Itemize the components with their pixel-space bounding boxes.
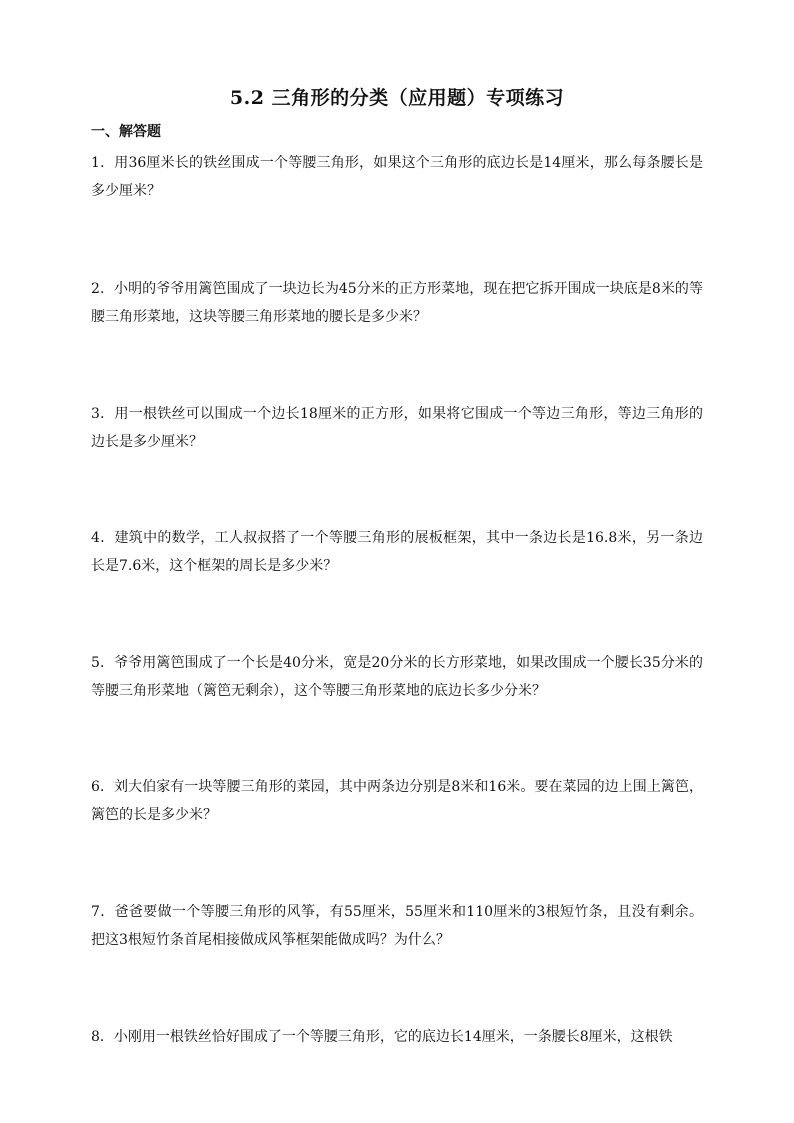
question-number: 1． <box>91 155 115 171</box>
question-7 <box>91 898 703 954</box>
question-number: 5． <box>91 655 115 671</box>
question-3 <box>91 400 703 456</box>
section-heading: 一、解答题 <box>91 124 161 140</box>
question-text: 小刚用一根铁丝恰好围成了一个等腰三角形，它的底边长14厘米，一条腰长8厘米，这根铁 <box>113 1029 673 1045</box>
question-number: 8． <box>91 1029 114 1045</box>
question-text: 小明的爷爷用篱笆围成了一块边长为45分米的正方形菜地，现在把它拆开围成一块底是8米的等腰三角形菜地，这块等腰三角形菜地的腰长是多少米？ <box>91 281 703 325</box>
question-8 <box>91 1023 703 1051</box>
question-number: 4． <box>91 530 115 546</box>
question-4 <box>91 524 703 580</box>
question-text: 爸爸要做一个等腰三角形的风筝，有55厘米，55厘米和110厘米的3根短竹条，且没有剩余。把这3根短竹条首尾相接做成风筝框架能做成吗？为什么？ <box>91 904 703 948</box>
question-text: 建筑中的数学，工人叔叔搭了一个等腰三角形的展板框架，其中一条边长是16.8米，另一条边长是7.6米，这个框架的周长是多少米？ <box>91 530 703 574</box>
question-text: 爷爷用篱笆围成了一个长是40分米，宽是20分米的长方形菜地，如果改围成一个腰长35分米的等腰三角形菜地（篱笆无剩余），这个等腰三角形菜地的底边长多少分米？ <box>91 655 703 699</box>
question-number: 6． <box>91 779 115 795</box>
question-number: 3． <box>91 406 115 422</box>
question-text: 用一根铁丝可以围成一个边长18厘米的正方形，如果将它围成一个等边三角形，等边三角形的边长是多少厘米？ <box>91 406 703 450</box>
question-number: 7． <box>91 904 115 920</box>
question-number: 2． <box>91 281 115 297</box>
question-5 <box>91 649 703 705</box>
question-1 <box>91 149 703 205</box>
question-2 <box>91 275 703 331</box>
document-title: 5.2 三角形的分类（应用题）专项练习 <box>229 87 565 109</box>
question-text: 用36厘米长的铁丝围成一个等腰三角形，如果这个三角形的底边长是14厘米，那么每条腰长是多少厘米？ <box>91 155 703 199</box>
question-6 <box>91 773 703 829</box>
question-text: 刘大伯家有一块等腰三角形的菜园，其中两条边分别是8米和16米。要在菜园的边上围上篱笆，篱笆的长是多少米？ <box>91 779 703 823</box>
